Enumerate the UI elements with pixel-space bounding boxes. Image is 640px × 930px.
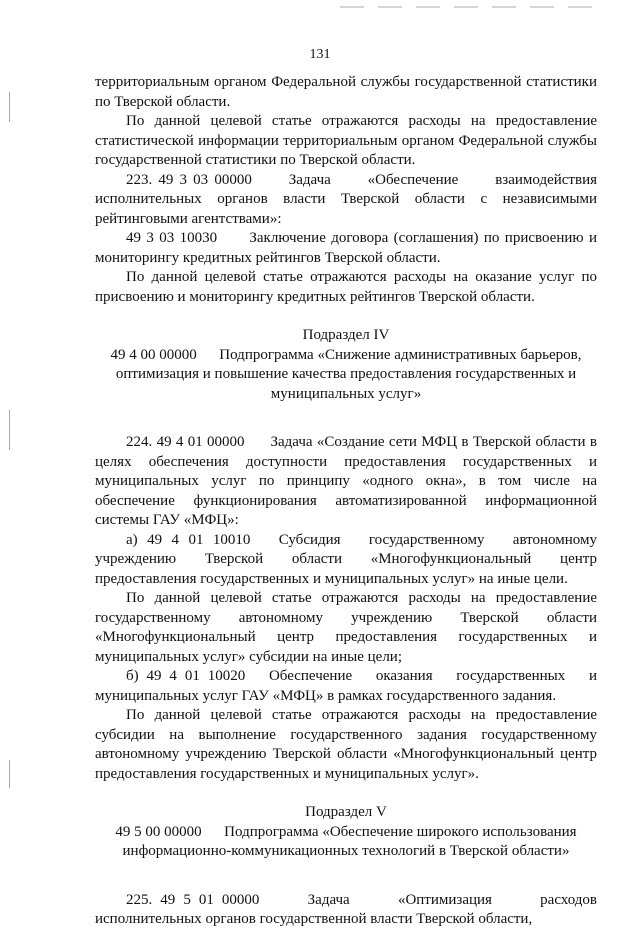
- subsection-title: Подраздел V: [305, 804, 387, 820]
- subsection-heading-line: оптимизация и повышение качества предоставления государственных и: [115, 366, 577, 382]
- paragraph: б) 49 4 01 10020 Обеспечение оказания государственных и муниципальных услуг ГАУ «МФЦ» в рамках государственного задания.: [95, 668, 601, 704]
- paragraph: территориальным органом Федеральной службы государственной статистики по Тверской области.: [95, 74, 597, 110]
- paragraph: По данной целевой статье отражаются расходы на предоставление субсидии на выполнение государственного задания государственному автономному учреждению Тверской области «Многофункциональный центр предоставления государственных и муниципальных услуг».: [95, 707, 597, 782]
- paragraph: 49 3 03 10030 Заключение договора (соглашения) по присвоению и мониторингу кредитных рейтингов Тверской области.: [95, 230, 601, 266]
- margin-mark: [9, 760, 10, 788]
- subsection-heading-line: муниципальных услуг»: [270, 385, 422, 402]
- paragraph: 223. 49 3 03 00000 Задача «Обеспечение взаимодействия исполнительных органов власти Тверской области с независимыми рейтинговыми агентствами»:: [95, 171, 601, 227]
- page-number: 131: [309, 47, 331, 62]
- paragraph: 224. 49 4 01 00000 Задача «Создание сети МФЦ в Тверской области в целях обеспечения доступности предоставления государственных и муниципальных услуг по принципу «одного окна», в том числе на обеспечение функционирования автоматизированной информационной системы ГАУ «МФЦ»:: [95, 434, 601, 528]
- margin-mark: [9, 92, 10, 122]
- margin-mark: [9, 410, 10, 450]
- subsection-heading-line: 49 5 00 00000 Подпрограмма «Обеспечение широкого использования: [115, 823, 577, 840]
- subsection-heading-line: информационно-коммуникационных технологий в Тверской области»: [122, 843, 570, 859]
- subsection-heading-line: 49 4 00 00000 Подпрограмма «Снижение административных барьеров,: [110, 346, 582, 363]
- paragraph: По данной целевой статье отражаются расходы на оказание услуг по присвоению и мониторингу кредитных рейтингов Тверской области.: [95, 269, 597, 305]
- paragraph: По данной целевой статье отражаются расходы на предоставление государственному автономному учреждению Тверской области «Многофункциональный центр предоставления государственных и муниципальных услуг» субсидии на иные цели;: [95, 590, 597, 665]
- document-body: [95, 73, 601, 930]
- paragraph: 225. 49 5 01 00000 Задача «Оптимизация расходов исполнительных органов государственной власти Тверской области,: [95, 891, 601, 927]
- subsection-title: Подраздел IV: [302, 327, 390, 343]
- scan-artifact: [340, 6, 600, 8]
- paragraph: а) 49 4 01 10010 Субсидия государственному автономному учреждению Тверской области «Многофункциональный центр предоставления государственных и муниципальных услуг» на иные цели.: [95, 531, 601, 587]
- paragraph: По данной целевой статье отражаются расходы на предоставление статистической информации территориальным органом Федеральной службы государственной статистики по Тверской области.: [95, 113, 597, 168]
